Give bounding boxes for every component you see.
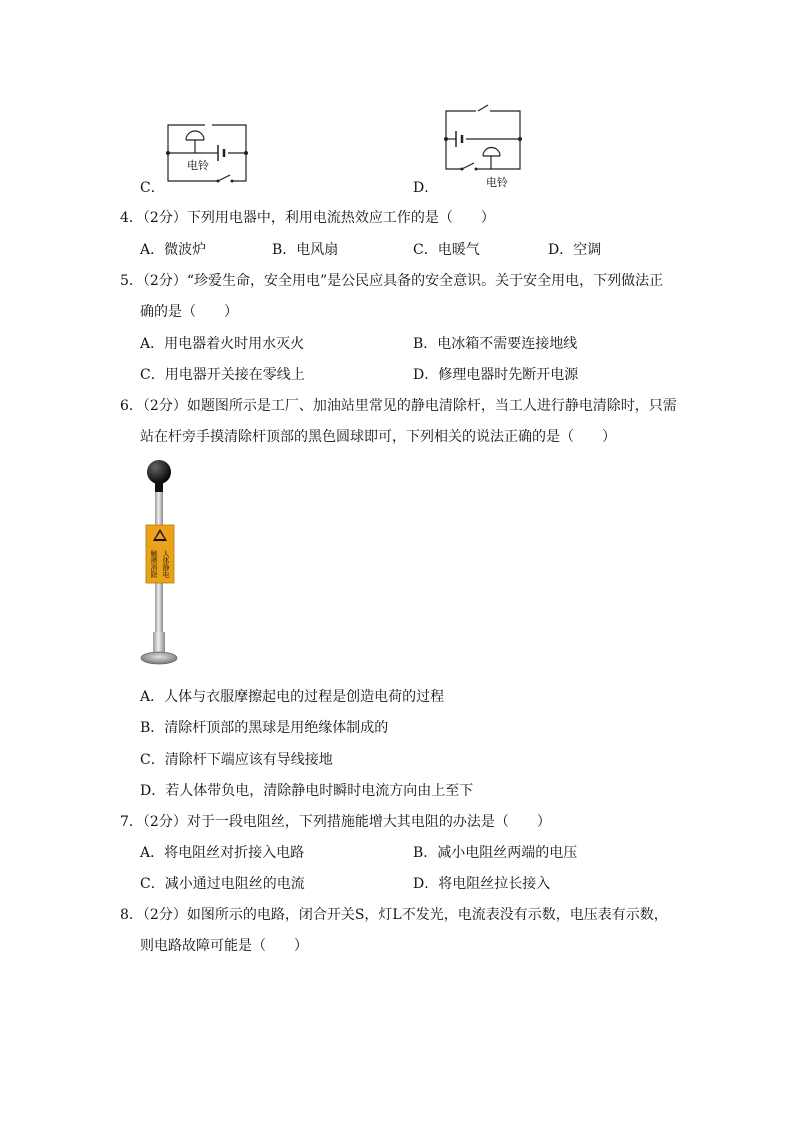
question-6-stem-line-1: 6．（2分）如题图所示是工厂、加油站里常见的静电清除杆，当工人进行静电清除时，只需 [120, 398, 677, 414]
bell-label-d: 电铃 [486, 176, 508, 189]
q4-option-b[interactable]: B．电风扇 [272, 242, 339, 258]
static-removal-pole-image [138, 458, 186, 670]
question-8-stem-line-1: 8．（2分）如图所示的电路，闭合开关S，灯L不发光，电流表没有示数，电压表有示数， [120, 907, 668, 923]
circuit-diagram-d [438, 103, 528, 198]
question-5-stem-line-2: 确的是（ ） [140, 304, 238, 320]
q5-option-d[interactable]: D．修理电器时先断开电源 [413, 367, 579, 383]
question-8-stem-line-2: 则电路故障可能是（ ） [140, 938, 308, 954]
q5-option-c[interactable]: C．用电器开关接在零线上 [140, 367, 305, 383]
q6-option-b[interactable]: B．清除杆顶部的黑球是用绝缘体制成的 [140, 720, 389, 736]
q5-option-b[interactable]: B．电冰箱不需要连接地线 [413, 336, 578, 352]
q7-option-c[interactable]: C．减小通过电阻丝的电流 [140, 876, 305, 892]
q7-option-b[interactable]: B．减小电阻丝两端的电压 [413, 845, 578, 861]
q6-option-c[interactable]: C．清除杆下端应该有导线接地 [140, 752, 333, 768]
bell-label-c: 电铃 [187, 159, 209, 172]
question-4-stem: 4．（2分）下列用电器中，利用电流热效应工作的是（ ） [120, 210, 495, 226]
q4-option-c[interactable]: C．电暖气 [413, 242, 480, 258]
question-7-stem: 7．（2分）对于一段电阻丝，下列措施能增大其电阻的办法是（ ） [120, 814, 551, 830]
question-6-stem-line-2: 站在杆旁手摸清除杆顶部的黑色圆球即可，下列相关的说法正确的是（ ） [140, 429, 616, 445]
sign-text-left: 触摸消除 [150, 550, 158, 578]
q6-option-d[interactable]: D．若人体带负电，清除静电时瞬时电流方向由上至下 [140, 783, 474, 799]
q5-option-a[interactable]: A．用电器着火时用水灭火 [140, 336, 305, 352]
q4-option-a[interactable]: A．微波炉 [140, 242, 207, 258]
q7-option-a[interactable]: A．将电阻丝对折接入电路 [140, 845, 305, 861]
circuit-diagram-c [160, 115, 255, 190]
q6-option-a[interactable]: A．人体与衣服摩擦起电的过程是创造电荷的过程 [140, 689, 445, 705]
option-c-label: C． [140, 180, 165, 196]
option-d-label: D． [413, 180, 439, 196]
q4-option-d[interactable]: D．空调 [548, 242, 602, 258]
q7-option-d[interactable]: D．将电阻丝拉长接入 [413, 876, 551, 892]
sign-text-right: 人体静电 [162, 550, 170, 578]
question-5-stem-line-1: 5．（2分）“珍爱生命，安全用电”是公民应具备的安全意识。关于安全用电，下列做法正 [120, 273, 664, 289]
